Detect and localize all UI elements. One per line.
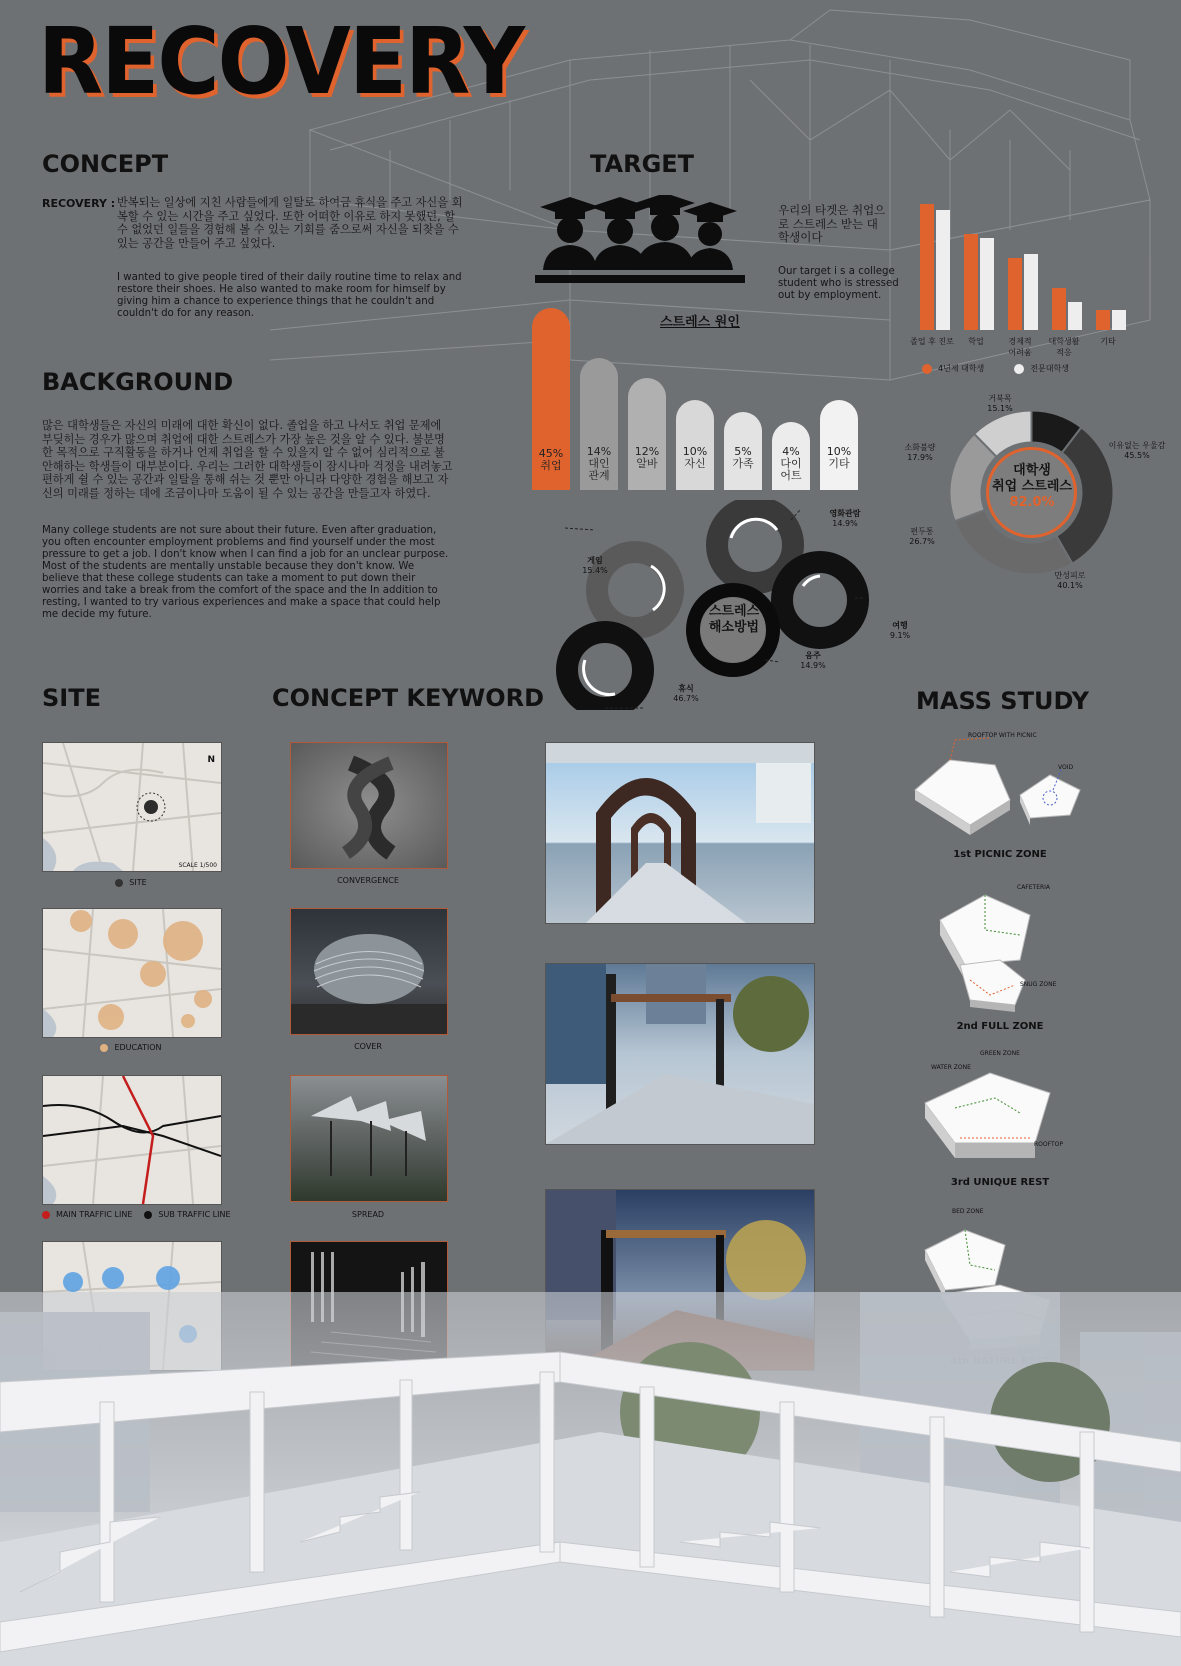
concept-heading: CONCEPT — [42, 150, 169, 178]
relief-name: 게임 — [587, 556, 603, 565]
legend-dot-icon — [1014, 364, 1024, 374]
donut-label-name: 이유없는 우울감 — [1108, 441, 1166, 450]
relief-value: 9.1% — [889, 631, 911, 640]
legend-dot-icon — [922, 364, 932, 374]
mass-note: BED ZONE — [952, 1208, 984, 1215]
target-heading: TARGET — [590, 150, 695, 178]
grouped-cat: 대학생활 적응 — [1048, 337, 1080, 357]
relief-value: 15.4% — [582, 566, 608, 575]
mass-title: 1st PICNIC ZONE — [953, 849, 1047, 860]
grouped-bar — [1068, 302, 1082, 330]
site-marker-icon — [144, 800, 158, 814]
stress-pct: 4% — [782, 445, 800, 458]
grouped-bar — [964, 234, 978, 330]
mass-title: 3rd UNIQUE REST — [950, 1177, 1050, 1188]
keyword-image — [290, 742, 448, 869]
grouped-bar — [936, 210, 950, 330]
grouped-cat: 경제적 어려움 — [1008, 337, 1032, 357]
relief-center-line2: 해소방법 — [708, 620, 760, 635]
background-heading: BACKGROUND — [42, 368, 234, 396]
sub-traffic-dot-icon — [144, 1211, 152, 1219]
ring-travel — [782, 562, 858, 638]
bottom-perspective-render — [0, 1292, 1181, 1666]
site-legend: EDUCATION — [114, 1043, 162, 1052]
education-dot-icon — [100, 1044, 108, 1052]
relief-name: 여행 — [892, 621, 908, 630]
concept-text-ko: 반복되는 일상에 지친 사람들에게 일탈로 하여금 휴식을 주고 자신을 회복할 수 있는 시간을 주고 싶었다. 또한 어떠한 이유로 하지 못했던, 할 수 없었던 일들을 경험해 볼 수 있는 기회를 줌으로써 자신을 되찾을 수 있는 공간을 만들어 주고 싶었다. — [117, 196, 463, 250]
site-dot-icon — [115, 879, 123, 887]
mass-title: 2nd FULL ZONE — [956, 1021, 1044, 1032]
graduates-icon — [535, 195, 745, 285]
relief-value: 14.9% — [832, 519, 858, 528]
poster-title: RECOVERY — [38, 8, 524, 115]
donut-center-value: 82.0% — [1009, 495, 1055, 510]
keyword-caption: SPREAD — [351, 1210, 385, 1219]
site-legend: MAIN TRAFFIC LINE — [56, 1210, 133, 1219]
stress-cause-chart — [530, 300, 870, 490]
donut-label-value: 15.1% — [987, 404, 1013, 413]
stress-bar-2 — [628, 378, 666, 490]
stress-label: 다이 어트 — [780, 457, 802, 482]
education-map — [42, 908, 222, 1038]
relief-value: 46.7% — [673, 694, 699, 703]
donut-label-name: 거북목 — [988, 394, 1012, 403]
relief-name: 휴식 — [678, 684, 694, 693]
keyword-heading: CONCEPT KEYWORD — [272, 684, 545, 712]
keyword-caption: CONVERGENCE — [337, 876, 399, 885]
ring-rest — [567, 632, 643, 708]
grouped-cat: 기타 — [1100, 337, 1116, 346]
grouped-cat: 졸업 후 진로 — [910, 337, 954, 346]
grouped-bar — [920, 204, 934, 330]
relief-name: 영화관람 — [829, 509, 861, 518]
stress-pct: 10% — [682, 445, 708, 458]
relief-name: 음주 — [805, 651, 821, 660]
relief-value: 14.9% — [800, 661, 826, 670]
grouped-legend — [922, 363, 1069, 374]
donut-label-name: 편두통 — [910, 527, 934, 536]
mass-model-3 — [920, 1058, 1090, 1168]
donut-center-line2: 취업 스트레스 — [992, 479, 1072, 494]
background-text-en: Many college students are not sure about their future. Even after graduation, you often encounter employment problems and find yourself under the most pressure to get a job. I don't know when I can find a job for an unclear purpose. Most of the students are mentally unstable because they don't know. We believe that these college students can take a moment to put down their worries and take a break from the comfort of the space and the In addition to resting, I wanted to try various experiences and make a space that could help me decide my future. — [42, 525, 449, 620]
grouped-bar — [980, 238, 994, 330]
site-legend: SITE — [129, 878, 147, 887]
site-heading: SITE — [42, 684, 101, 712]
map-scale: SCALE 1/500 — [178, 862, 217, 869]
grouped-bar — [1024, 254, 1038, 330]
stress-pct: 12% — [634, 445, 660, 458]
mass-note: WATER ZONE — [931, 1064, 971, 1071]
stress-label: 기타 — [828, 457, 850, 470]
stress-label: 대인 관계 — [588, 457, 610, 482]
grouped-bar — [1096, 310, 1110, 330]
donut-label-name: 소화불량 — [904, 443, 936, 452]
target-text-en: Our target i s a college student who is stressed out by employment. — [778, 266, 899, 301]
stress-label: 취업 — [540, 459, 562, 472]
mass-note: ROOFTOP WITH PICNIC — [968, 732, 1037, 739]
stress-pct: 45% — [538, 447, 564, 460]
main-traffic-dot-icon — [42, 1211, 50, 1219]
keyword-image — [290, 1075, 448, 1202]
ring-arc — [584, 660, 615, 695]
stress-pct: 5% — [734, 445, 752, 458]
donut-label-value: 17.9% — [907, 453, 933, 462]
site-legend: SUB TRAFFIC LINE — [158, 1210, 231, 1219]
mass-note: ROOFTOP — [1034, 1141, 1063, 1148]
ring-arc — [803, 576, 820, 586]
mass-model-2 — [930, 880, 1080, 1015]
donut-label-value: 26.7% — [909, 537, 935, 546]
stress-cause-title: 스트레스 원인 — [660, 315, 740, 330]
mass-model-1 — [910, 730, 1100, 840]
target-text-ko: 우리의 타겟은 취업으로 스트레스 받는 대학생이다 — [778, 203, 886, 244]
mass-note: GREEN ZONE — [980, 1050, 1020, 1057]
north-arrow-icon: N — [207, 755, 215, 765]
site-map — [42, 742, 222, 872]
traffic-map — [42, 1075, 222, 1205]
grouped-bar — [1112, 310, 1126, 330]
background-text-ko: 많은 대학생들은 자신의 미래에 대한 확신이 없다. 졸업을 하고 나서도 취업 문제에 부딪히는 경우가 많으며 취업에 대한 스트레스가 가장 높은 것을 알 수 있다. 불분명한 목적으로 구직활동을 하거나 언제 취업을 할 수 있을지 알 수 없어 심리적으로 불안해하는 학생들이 대부분이다. 우리는 그러한 대학생들이 잠시나마 걱정을 내려놓고 편하게 쉴 수 있는 공간과 일탈을 통해 쉬는 것 뿐만 아니라 다양한 경험을 해보고 자신의 미래를 정하는 데에 조금이나마 도움이 될 수 있는 공간을 만들고자 하였다. — [42, 419, 453, 500]
render-image-frames — [545, 963, 815, 1145]
mass-heading: MASS STUDY — [916, 687, 1090, 715]
donut-center-line1: 대학생 — [1013, 463, 1051, 478]
mass-note: CAFETERIA — [1017, 884, 1051, 891]
donut-label-value: 45.5% — [1124, 451, 1150, 460]
stress-pct: 10% — [826, 445, 852, 458]
relief-center-line1: 스트레스 — [708, 604, 760, 619]
legend-label: 4년제 대학생 — [938, 364, 985, 373]
mass-note: SNUG ZONE — [1020, 981, 1057, 988]
keyword-caption: COVER — [354, 1042, 382, 1051]
mass-note: VOID — [1058, 764, 1074, 771]
stress-label: 자신 — [684, 457, 706, 470]
leader-line — [565, 528, 595, 530]
donut-label-value: 40.1% — [1057, 581, 1083, 590]
grouped-bar — [1008, 258, 1022, 330]
concept-label: RECOVERY : — [42, 197, 116, 210]
concept-text-en: I wanted to give people tired of their daily routine time to relax and restore their shoes. He also wanted to make room for himself by giving him a chance to experience things that he couldn't and couldn't do for any reason. — [117, 272, 462, 319]
grouped-cat: 학업 — [968, 337, 984, 346]
donut-label-name: 만성피로 — [1054, 571, 1086, 580]
legend-label: 전문대학생 — [1030, 364, 1069, 373]
stress-pct: 14% — [586, 445, 612, 458]
grouped-bar — [1052, 288, 1066, 330]
stress-label: 가족 — [732, 457, 754, 470]
keyword-image — [290, 908, 448, 1035]
render-image-arches — [545, 742, 815, 924]
stress-label: 알바 — [636, 457, 658, 470]
